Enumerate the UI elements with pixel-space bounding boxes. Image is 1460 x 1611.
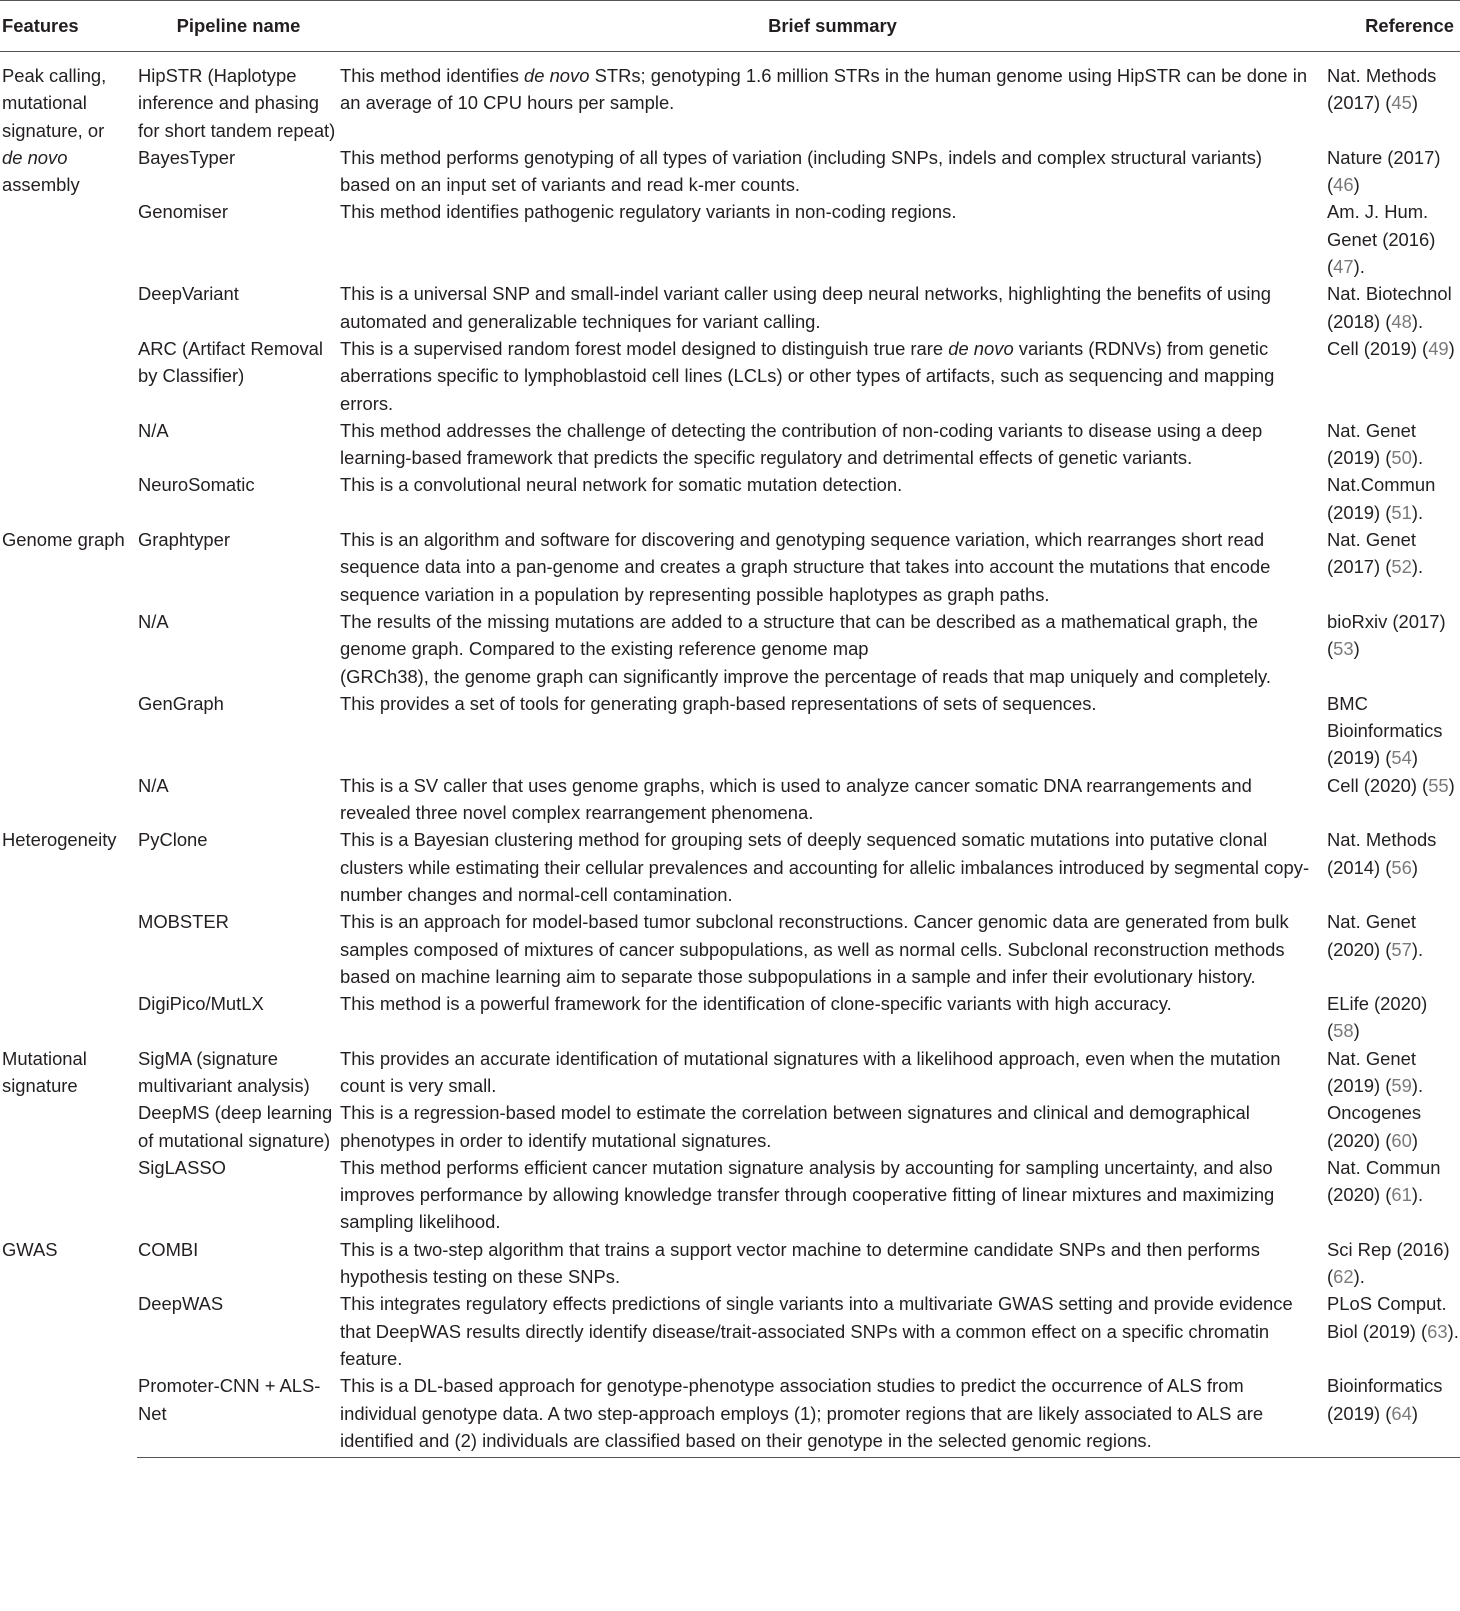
table-header bbox=[0, 1, 1460, 52]
pipeline-name: DeepVariant bbox=[138, 283, 239, 305]
brief-summary: The results of the missing mutations are added to a structure that can be described as a mathematical graph, the genome graph. Compared to the existing reference genome map (GRCh38), the genome graph can significantly improve the percentage of reads that map uniquely and completely. bbox=[340, 610, 1271, 687]
table-row bbox=[0, 690, 1460, 772]
brief-summary: This is a two-step algorithm that trains a support vector machine to determine candidate SNPs and then performs hypothesis testing on these SNPs. bbox=[340, 1238, 1260, 1288]
reference-link[interactable]: 62 bbox=[1333, 1266, 1354, 1288]
table-row bbox=[0, 471, 1460, 526]
brief-summary: This is a SV caller that uses genome graphs, which is used to analyze cancer somatic DNA rearrangements and revealed three novel complex rearrangement phenomena. bbox=[340, 774, 1252, 824]
header-features: Features bbox=[0, 1, 137, 52]
table-row bbox=[0, 1372, 1460, 1457]
table-row bbox=[0, 526, 1460, 608]
brief-summary: This is an algorithm and software for discovering and genotyping sequence variation, which rearranges short read sequence data into a pan-genome and creates a graph structure that takes into account the mutations that encode sequence variation in a population by representing possible haplotypes as graph paths. bbox=[340, 529, 1271, 605]
reference-link[interactable]: 51 bbox=[1391, 501, 1412, 523]
reference: Nat. Biotechnol (2018) (48). bbox=[1327, 283, 1452, 332]
brief-summary: This integrates regulatory effects predictions of single variants into a multivariate GWAS setting and provide evidence that DeepWAS results directly identify disease/trait-associated SNPs with a common effect on a specific chromatin feature. bbox=[340, 1293, 1293, 1369]
reference-link[interactable]: 58 bbox=[1333, 1020, 1354, 1042]
reference: Nat.Commun (2019) (51). bbox=[1327, 474, 1436, 523]
brief-summary: This is a universal SNP and small-indel variant caller using deep neural networks, highlighting the benefits of using automated and generalizable techniques for variant calling. bbox=[340, 283, 1271, 332]
reference: Nat. Genet (2019) (59). bbox=[1327, 1047, 1424, 1096]
pipeline-name: COMBI bbox=[138, 1238, 199, 1260]
reference-link[interactable]: 59 bbox=[1391, 1074, 1412, 1096]
table-row bbox=[0, 826, 1460, 908]
table-row bbox=[0, 608, 1460, 690]
brief-summary: This method performs genotyping of all types of variation (including SNPs, indels and complex structural variants) based on an input set of variants and read k-mer counts. bbox=[340, 146, 1263, 196]
table-row bbox=[0, 772, 1460, 827]
feature-group-genome-graph: Genome graph bbox=[2, 529, 125, 551]
brief-summary: This method addresses the challenge of detecting the contribution of non-coding variants to disease using a deep learning-based framework that predicts the specific regulatory and detrimental effects of genetic variants. bbox=[340, 419, 1263, 469]
brief-summary: This method identifies de novo STRs; genotyping 1.6 million STRs in the human genome using HipSTR can be done in an average of 10 CPU hours per sample. bbox=[340, 65, 1308, 114]
reference-link[interactable]: 54 bbox=[1391, 747, 1412, 769]
reference: PLoS Comput. Biol (2019) (63). bbox=[1327, 1293, 1459, 1342]
reference: Bioinformatics (2019) (64) bbox=[1325, 1372, 1460, 1457]
feature-group-gwas: GWAS bbox=[2, 1238, 58, 1260]
reference: Cell (2020) (55) bbox=[1327, 774, 1455, 796]
pipeline-name: Promoter-CNN + ALS-Net bbox=[137, 1372, 340, 1457]
reference-link[interactable]: 60 bbox=[1391, 1129, 1412, 1151]
reference-link[interactable]: 56 bbox=[1391, 856, 1412, 878]
pipeline-name: DigiPico/MutLX bbox=[138, 993, 264, 1015]
pipeline-name: ARC (Artifact Removal by Classifier) bbox=[138, 337, 323, 387]
feature-group-mutational-signature: Mutational signature bbox=[2, 1047, 87, 1096]
reference: Nat. Genet (2017) (52). bbox=[1327, 529, 1424, 578]
reference-link[interactable]: 48 bbox=[1391, 310, 1412, 332]
reference-link[interactable]: 52 bbox=[1391, 556, 1412, 578]
feature-group-peak-calling: Peak calling, mutational signature, or de novo assembly bbox=[2, 65, 107, 196]
header-pipeline-name: Pipeline name bbox=[137, 1, 340, 52]
pipeline-name: HipSTR (Haplotype inference and phasing for short tandem repeat) bbox=[138, 65, 336, 141]
pipeline-name: N/A bbox=[138, 774, 169, 796]
table-row bbox=[0, 1099, 1460, 1154]
table-row bbox=[0, 1290, 1460, 1372]
brief-summary: This is a convolutional neural network for somatic mutation detection. bbox=[340, 474, 903, 496]
reference: Cell (2019) (49) bbox=[1327, 337, 1455, 359]
brief-summary: This is a Bayesian clustering method for grouping sets of deeply sequenced somatic mutations into putative clonal clusters while estimating their cellular prevalences and accounting for allelic imbalances introduced by segmental copy-number changes and normal-cell contamination. bbox=[340, 829, 1310, 905]
brief-summary: This is a regression-based model to estimate the correlation between signatures and clinical and demographical phenotypes in order to identify mutational signatures. bbox=[340, 1102, 1250, 1151]
reference-link[interactable]: 46 bbox=[1333, 174, 1354, 196]
brief-summary: This is an approach for model-based tumor subclonal reconstructions. Cancer genomic data are generated from bulk samples composed of mixtures of cancer subpopulations, as well as normal cells. Subclonal reconstruction methods based on machine learning aim to separate those subpopulations in a sample and infer their evolutionary history. bbox=[340, 911, 1289, 987]
header-brief-summary: Brief summary bbox=[340, 1, 1325, 52]
feature-group-heterogeneity: Heterogeneity bbox=[2, 829, 117, 851]
reference: bioRxiv (2017) (53) bbox=[1327, 610, 1446, 660]
pipeline-name: NeuroSomatic bbox=[138, 474, 255, 496]
table-row bbox=[0, 990, 1460, 1045]
reference-link[interactable]: 55 bbox=[1428, 774, 1449, 796]
pipeline-name: DeepWAS bbox=[138, 1293, 224, 1315]
reference-link[interactable]: 63 bbox=[1427, 1320, 1448, 1342]
table-row bbox=[0, 1236, 1460, 1291]
pipeline-name: PyClone bbox=[138, 829, 208, 851]
table-row bbox=[0, 1045, 1460, 1100]
reference: Nature (2017) (46) bbox=[1327, 146, 1441, 196]
reference: Nat. Genet (2020) (57). bbox=[1327, 911, 1424, 960]
reference-link[interactable]: 50 bbox=[1391, 447, 1412, 469]
pipeline-name: N/A bbox=[138, 610, 169, 632]
reference: Sci Rep (2016) (62). bbox=[1327, 1238, 1450, 1288]
reference-link[interactable]: 49 bbox=[1428, 337, 1449, 359]
brief-summary: This provides an accurate identification of mutational signatures with a likelihood approach, even when the mutation count is very small. bbox=[340, 1047, 1281, 1096]
pipeline-name: BayesTyper bbox=[138, 146, 236, 168]
reference-link[interactable]: 57 bbox=[1391, 938, 1412, 960]
table-row bbox=[0, 280, 1460, 335]
table-row bbox=[0, 198, 1460, 280]
brief-summary: This method identifies pathogenic regulatory variants in non-coding regions. bbox=[340, 201, 957, 223]
brief-summary: This is a supervised random forest model designed to distinguish true rare de novo variants (RDNVs) from genetic aberrations specific to lymphoblastoid cell lines (LCLs) or other types of artifacts, such as sequencing and mapping errors. bbox=[340, 337, 1275, 414]
reference: Nat. Commun (2020) (61). bbox=[1327, 1156, 1441, 1206]
reference: BMC Bioinformatics (2019) (54) bbox=[1327, 692, 1443, 769]
brief-summary: This method is a powerful framework for the identification of clone-specific variants with high accuracy. bbox=[340, 993, 1172, 1015]
pipeline-name: N/A bbox=[138, 419, 169, 441]
pipeline-name: GenGraph bbox=[138, 692, 224, 714]
pipeline-name: DeepMS (deep learning of mutational signature) bbox=[138, 1102, 333, 1151]
reference-link[interactable]: 45 bbox=[1391, 92, 1412, 114]
pipeline-name: Graphtyper bbox=[138, 529, 230, 551]
table-row bbox=[0, 52, 1460, 144]
reference: Nat. Methods (2017) (45) bbox=[1327, 65, 1437, 114]
reference-link[interactable]: 61 bbox=[1391, 1184, 1412, 1206]
reference-link[interactable]: 47 bbox=[1333, 256, 1354, 278]
reference-link[interactable]: 53 bbox=[1333, 638, 1354, 660]
reference: Nat. Genet (2019) (50). bbox=[1327, 419, 1424, 469]
brief-summary: This method performs efficient cancer mutation signature analysis by accounting for sampling uncertainty, and also improves performance by allowing knowledge transfer through cooperative fitting of linear mixtures and maximizing sampling likelihood. bbox=[340, 1156, 1275, 1233]
brief-summary: This is a DL-based approach for genotype-phenotype association studies to predict the occurrence of ALS from individual genotype data. A two step-approach employs (1); promoter regions that are likely associated to ALS are identified and (2) individuals are classified based on their genotype in the selected genomic regions. bbox=[340, 1372, 1325, 1457]
table-row bbox=[0, 908, 1460, 990]
table-row bbox=[0, 417, 1460, 472]
pipeline-name: MOBSTER bbox=[138, 911, 229, 933]
pipeline-name: SigMA (signature multivariant analysis) bbox=[138, 1047, 310, 1096]
pipeline-name: SigLASSO bbox=[138, 1156, 226, 1178]
table-row bbox=[0, 1154, 1460, 1236]
reference: Oncogenes (2020) (60) bbox=[1327, 1102, 1422, 1151]
reference: Nat. Methods (2014) (56) bbox=[1327, 829, 1437, 878]
reference: ELife (2020) (58) bbox=[1327, 993, 1428, 1042]
brief-summary: This provides a set of tools for generating graph-based representations of sets of sequences. bbox=[340, 692, 1097, 714]
table-row bbox=[0, 144, 1460, 199]
table-row bbox=[0, 335, 1460, 417]
reference-link[interactable]: 64 bbox=[1391, 1402, 1412, 1424]
pipeline-name: Genomiser bbox=[138, 201, 228, 223]
header-reference: Reference bbox=[1325, 1, 1460, 52]
reference: Am. J. Hum. Genet (2016) (47). bbox=[1327, 201, 1436, 278]
